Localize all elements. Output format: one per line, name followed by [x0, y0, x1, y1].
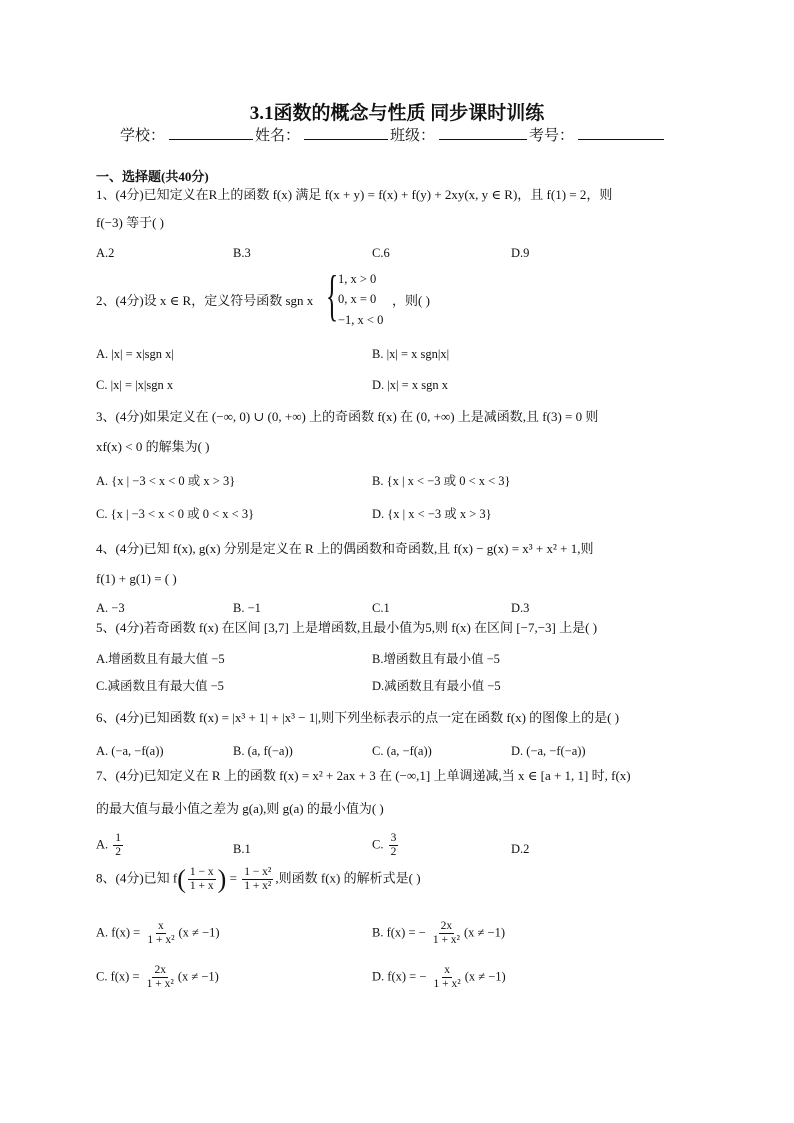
q7-option-a-fraction: [113, 832, 123, 859]
q3-stem-line1: 3、(4分)如果定义在 (−∞, 0) ∪ (0, +∞) 上的奇函数 f(x) 在 (0, +∞) 上是减函数,且 f(3) = 0 则: [96, 409, 599, 424]
q1-option-c: C.6: [372, 246, 390, 260]
q2-option-a: A. |x| = x|sgn x|: [96, 347, 174, 361]
q5-stem: 5、(4分)若奇函数 f(x) 在区间 [3,7] 上是增函数,且最小值为5,则 f(x) 在区间 [−7,−3] 上是( ): [96, 620, 598, 635]
fraction-denominator: 2: [115, 846, 122, 858]
q6-option-c: C. (a, −f(a)): [372, 744, 432, 758]
fraction-numerator: 3: [390, 832, 397, 844]
q6-stem: 6、(4分)已知函数 f(x) = |x³ + 1| + |x³ − 1|,则下列坐标表示的点一定在函数 f(x) 的图像上的是( ): [96, 710, 620, 725]
fraction-denominator: 2: [390, 846, 397, 858]
q2-cases-brace: {: [326, 265, 339, 327]
option-prefix: A. f(x) =: [96, 925, 141, 940]
q3-stem-line2: xf(x) < 0 的解集为( ): [96, 439, 210, 454]
q5-option-b: B.增函数且有最小值 −5: [372, 652, 500, 666]
fraction-denominator: 1 + x²: [432, 934, 460, 946]
class-label: 班级：: [390, 128, 436, 144]
q2-option-b: B. |x| = x sgn|x|: [372, 347, 450, 361]
q8-option-a: [96, 920, 220, 947]
right-paren: ): [217, 864, 227, 894]
q5-option-c: C.减函数且有最大值 −5: [96, 679, 224, 693]
q6-option-a: A. (−a, −f(a)): [96, 744, 164, 758]
q4-option-c: C.1: [372, 601, 390, 615]
q7-option-c: [372, 832, 400, 859]
q7-option-a-label: A.: [96, 837, 109, 852]
q2-option-d: D. |x| = x sgn x: [372, 378, 448, 392]
q1-option-b: B.3: [233, 246, 251, 260]
school-field[interactable]: [169, 125, 253, 140]
q2-option-c: C. |x| = |x|sgn x: [96, 378, 174, 392]
option-condition: (x ≠ −1): [177, 969, 219, 984]
q3-option-b: B. {x | x < −3 或 0 < x < 3}: [372, 474, 511, 488]
q3-option-c: C. {x | −3 < x < 0 或 0 < x < 3}: [96, 507, 255, 521]
fraction-denominator: 1 + x²: [244, 880, 272, 892]
name-label: 姓名：: [255, 128, 301, 144]
q2-case-3: −1, x < 0: [338, 313, 384, 327]
q5-option-d: D.减函数且有最小值 −5: [372, 679, 501, 693]
q6-option-d: D. (−a, −f(−a)): [511, 744, 586, 758]
fraction-numerator: 1 − x²: [244, 866, 272, 878]
q2-case-1: 1, x > 0: [338, 272, 377, 286]
option-prefix: B. f(x) = −: [372, 925, 426, 940]
q1-option-a: A.2: [96, 246, 115, 260]
name-field[interactable]: [304, 125, 388, 140]
q7-option-d: D.2: [511, 842, 530, 856]
q8-stem-prefix: 8、(4分)已知 f: [96, 870, 178, 886]
section-heading: 一、选择题(共40分): [96, 169, 209, 184]
option-fraction: [432, 964, 463, 991]
q1-option-d: D.9: [511, 246, 530, 260]
q8-stem: [96, 866, 421, 893]
q7-option-c-fraction: [389, 832, 399, 859]
q8-option-b: [372, 920, 505, 947]
page-title: 3.1函数的概念与性质 同步课时训练: [249, 103, 545, 124]
option-fraction: [145, 964, 176, 991]
q8-rhs-fraction: [242, 866, 273, 893]
fraction-denominator: 1 + x²: [433, 978, 461, 990]
option-fraction: [431, 920, 462, 947]
left-paren: (: [177, 864, 186, 894]
option-condition: (x ≠ −1): [464, 969, 506, 984]
option-prefix: C. f(x) =: [96, 969, 140, 984]
q3-option-d: D. {x | x < −3 或 x > 3}: [372, 507, 492, 521]
number-field[interactable]: [578, 125, 664, 140]
fraction-numerator: 1 − x: [189, 866, 214, 878]
fraction-numerator: 2x: [154, 964, 166, 976]
option-fraction: [145, 920, 176, 947]
q4-option-b: B. −1: [233, 601, 261, 615]
number-label: 考号：: [529, 128, 575, 144]
q8-option-c: [96, 964, 219, 991]
option-condition: (x ≠ −1): [464, 925, 505, 940]
q7-stem-line1: 7、(4分)已知定义在 R 上的函数 f(x) = x² + 2ax + 3 在 (−∞,1] 上单调递减,当 x ∈ [a + 1, 1] 时, f(x): [96, 768, 631, 783]
q8-stem-suffix: ,则函数 f(x) 的解析式是( ): [275, 870, 421, 886]
q3-option-a: A. {x | −3 < x < 0 或 x > 3}: [96, 474, 236, 488]
q1-stem-line1: 1、(4分)已知定义在R上的函数 f(x) 满足 f(x + y) = f(x) + f(y) + 2xy(x, y ∈ R)，且 f(1) = 2，则: [96, 187, 613, 202]
option-prefix: D. f(x) = −: [372, 969, 427, 984]
q8-argument-fraction: [188, 866, 216, 893]
q4-option-d: D.3: [511, 601, 530, 615]
q2-stem-tail: ，则( ): [392, 293, 430, 308]
fraction-numerator: 2x: [440, 920, 453, 932]
q4-stem-line1: 4、(4分)已知 f(x), g(x) 分别是定义在 R 上的偶函数和奇函数,且 f(x) − g(x) = x³ + x² + 1,则: [96, 541, 594, 556]
q5-option-a: A.增函数且有最大值 −5: [96, 652, 225, 666]
q7-stem-line2: 的最大值与最小值之差为 g(a),则 g(a) 的最小值为( ): [96, 801, 384, 816]
student-info-row: [120, 124, 666, 145]
q2-case-2: 0, x = 0: [338, 292, 377, 306]
fraction-denominator: 1 + x²: [147, 934, 175, 946]
q4-option-a: A. −3: [96, 601, 125, 615]
fraction-denominator: 1 + x: [189, 880, 214, 892]
q8-option-d: [372, 964, 506, 991]
fraction-numerator: x: [158, 920, 164, 932]
class-field[interactable]: [439, 125, 527, 140]
school-label: 学校：: [120, 128, 166, 144]
q7-option-a: [96, 832, 125, 859]
q4-stem-line2: f(1) + g(1) = ( ): [96, 571, 177, 586]
q2-stem: 2、(4分)设 x ∈ R，定义符号函数 sgn x: [96, 293, 314, 308]
option-condition: (x ≠ −1): [178, 925, 220, 940]
fraction-numerator: x: [444, 964, 450, 976]
q7-option-b: B.1: [233, 842, 251, 856]
q7-option-c-label: C.: [372, 837, 384, 852]
q8-equals: =: [229, 870, 237, 886]
fraction-numerator: 1: [115, 832, 122, 844]
q1-stem-line2: f(−3) 等于( ): [96, 215, 164, 230]
q6-option-b: B. (a, f(−a)): [233, 744, 293, 758]
fraction-denominator: 1 + x²: [146, 978, 174, 990]
